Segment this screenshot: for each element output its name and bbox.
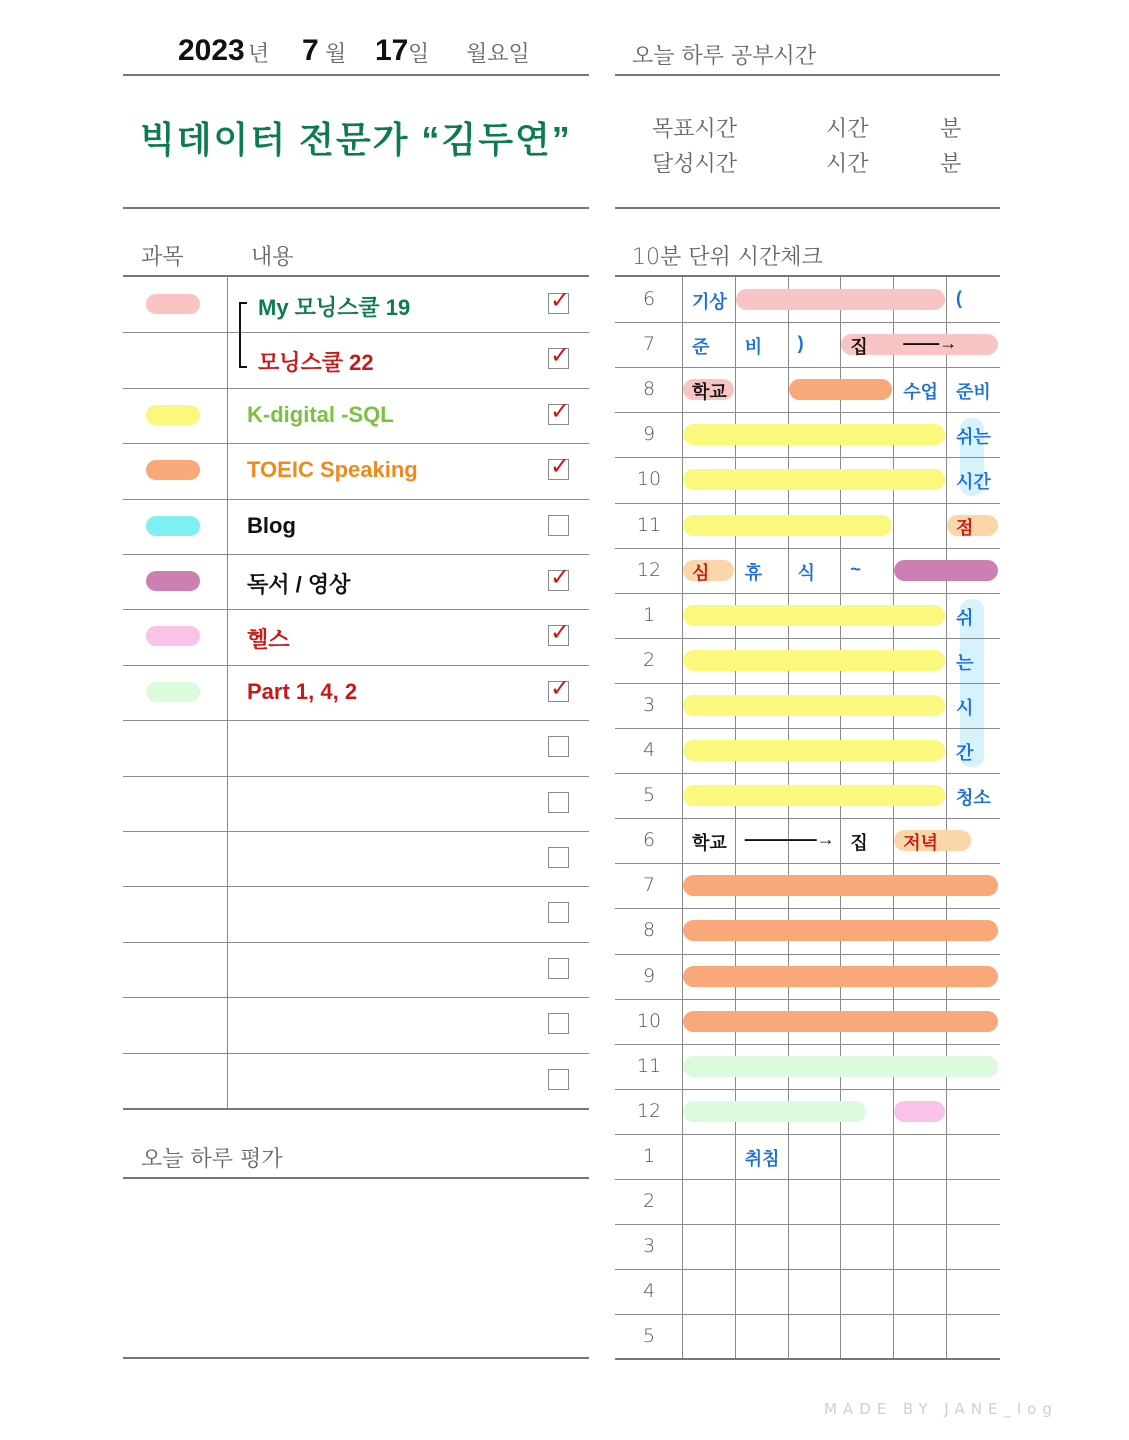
time-note: 식 (797, 562, 815, 583)
time-block (683, 966, 998, 987)
time-block (683, 650, 945, 671)
time-block (683, 605, 945, 626)
hour-label: 11 (636, 1054, 662, 1077)
hour-row-divider (615, 683, 1000, 684)
time-block (894, 1101, 945, 1122)
time-block (683, 740, 945, 761)
subject-color-marker (146, 294, 200, 314)
todo-row-divider (123, 886, 589, 887)
todo-checkbox[interactable] (548, 341, 571, 370)
todo-row-divider (123, 776, 589, 777)
time-note: 휴 (744, 562, 763, 583)
time-note: 집 (850, 833, 868, 854)
todo-row-divider (123, 388, 589, 389)
subject-column-header: 과목 (141, 245, 184, 270)
achieved-minute-unit: 분 (940, 152, 962, 177)
subject-color-marker (146, 571, 200, 591)
hour-row-divider (615, 457, 1000, 458)
evaluation-bottom-divider (123, 1357, 589, 1359)
time-block (683, 469, 945, 490)
hour-row-divider (615, 1179, 1000, 1180)
todo-item-text[interactable]: 모닝스쿨 22 (258, 350, 374, 376)
todo-checkbox[interactable] (548, 563, 571, 591)
hour-row-divider (615, 1224, 1000, 1225)
goal-divider (615, 207, 1000, 209)
time-note: 쉬 (956, 607, 974, 628)
todo-column-divider (227, 276, 228, 1109)
time-note: 쉬는 (956, 427, 991, 448)
checkmark-icon: ✓ (550, 286, 571, 314)
hour-label: 10 (636, 468, 662, 491)
time-block (894, 560, 998, 581)
hour-row-divider (615, 954, 1000, 955)
time-block (683, 920, 998, 941)
todo-checkbox[interactable] (548, 515, 569, 536)
time-note: 시간 (956, 472, 991, 493)
header-divider-left (123, 74, 589, 76)
subject-color-marker (146, 405, 200, 425)
hour-label: 5 (642, 1325, 656, 1348)
todo-item-text[interactable]: K-digital -SQL (247, 401, 394, 427)
time-note: 청소 (956, 788, 991, 809)
content-column-header: 내용 (251, 245, 294, 270)
hour-row-divider (615, 773, 1000, 774)
time-block (683, 1101, 866, 1122)
hour-label: 6 (642, 288, 656, 310)
subject-color-marker (146, 626, 200, 646)
target-time-label: 목표시간 (652, 117, 738, 142)
date-weekday: 월요일 (466, 42, 530, 67)
time-block (683, 424, 945, 445)
hour-label: 2 (642, 1190, 656, 1212)
hour-row-divider (615, 1134, 1000, 1135)
hour-row-divider (615, 367, 1000, 368)
time-note: 학교 (692, 833, 727, 854)
date-year-unit: 년 (248, 42, 270, 67)
todo-item-text[interactable]: 헬스 (247, 627, 290, 653)
hour-row-divider (615, 863, 1000, 864)
bracket-mark (239, 302, 247, 368)
header-divider-right (615, 74, 1000, 76)
time-note: 기상 (692, 292, 727, 312)
hour-label: 8 (642, 378, 656, 401)
hour-row-divider (615, 638, 1000, 639)
hour-row-divider (615, 999, 1000, 1000)
checkmark-icon: ✓ (550, 563, 571, 591)
timecheck-title: 10분 단위 시간체크 (632, 245, 823, 270)
time-block (683, 695, 945, 716)
hour-label: 3 (642, 1235, 656, 1258)
time-note: ————→ (744, 829, 835, 850)
time-block (683, 1011, 998, 1032)
hour-label: 12 (636, 1099, 662, 1122)
time-note: ) (797, 333, 804, 354)
hour-row-divider (615, 908, 1000, 909)
todo-row-divider (123, 997, 589, 998)
time-note: 시 (956, 697, 974, 718)
hour-label: 7 (642, 333, 656, 356)
hour-row-divider (615, 503, 1000, 504)
hour-label: 10 (636, 1009, 662, 1032)
target-minute-unit: 분 (940, 117, 962, 142)
hour-label: 1 (642, 603, 656, 626)
todo-checkbox[interactable] (548, 286, 571, 314)
todo-row-divider (123, 1053, 589, 1054)
todo-row-divider (123, 720, 589, 721)
time-note: 준 (692, 337, 710, 358)
todo-checkbox[interactable] (548, 736, 569, 757)
achieved-time-label: 달성시간 (652, 152, 738, 177)
time-block (683, 785, 945, 806)
todo-item-text[interactable]: My 모닝스쿨 19 (258, 295, 411, 320)
todo-item-text[interactable]: Part 1, 4, 2 (247, 678, 358, 704)
subject-color-marker (146, 682, 200, 702)
time-block (683, 515, 892, 536)
todo-checkbox[interactable] (548, 396, 571, 425)
hour-label: 4 (642, 1280, 656, 1303)
hour-label: 7 (642, 874, 656, 897)
study-time-title: 오늘 하루 공부시간 (632, 44, 817, 69)
time-note: 심 (692, 562, 710, 583)
hour-label: 11 (636, 513, 662, 536)
todo-checkbox[interactable] (548, 673, 571, 702)
todo-row-divider (123, 609, 589, 610)
subject-color-marker (146, 516, 200, 536)
todo-bottom-divider (123, 1108, 589, 1110)
todo-checkbox[interactable] (548, 847, 569, 868)
time-note: 저녁 (903, 833, 938, 854)
time-note: 간 (956, 743, 974, 763)
todo-row-divider (123, 831, 589, 832)
hour-label: 5 (642, 784, 656, 807)
todo-row-divider (123, 554, 589, 555)
hour-row-divider (615, 322, 1000, 323)
time-note: ~ (850, 558, 861, 579)
time-note: 비 (744, 337, 763, 358)
hour-row-divider (615, 1269, 1000, 1270)
time-note: 집 (850, 337, 868, 358)
hour-label: 6 (642, 829, 656, 852)
date-month-unit: 월 (325, 42, 347, 67)
todo-row-divider (123, 499, 589, 500)
todo-item-text[interactable]: Blog (247, 512, 296, 538)
time-block (683, 1056, 998, 1077)
time-block (683, 875, 998, 896)
subject-color-marker (146, 460, 200, 480)
todo-row-divider (123, 443, 589, 444)
hour-label: 9 (642, 964, 656, 987)
time-note: 수업 (903, 382, 938, 403)
time-note: 점 (956, 517, 974, 538)
evaluation-divider (123, 1177, 589, 1179)
date-day-unit: 일 (408, 42, 430, 67)
todo-header-divider (123, 275, 589, 277)
time-note: 준비 (956, 382, 991, 403)
date-day: 17 (375, 34, 409, 67)
checkmark-icon: ✓ (550, 396, 571, 425)
time-note: 학교 (692, 382, 727, 403)
hour-row-divider (615, 1089, 1000, 1090)
checkmark-icon: ✓ (550, 673, 571, 702)
hour-row-divider (615, 1314, 1000, 1315)
hour-label: 8 (642, 919, 656, 942)
motto-divider (123, 207, 589, 209)
todo-checkbox[interactable] (548, 1013, 569, 1034)
timecheck-header-divider (615, 275, 1000, 277)
date-year: 2023 (178, 34, 245, 67)
todo-checkbox[interactable] (548, 452, 571, 481)
time-block (789, 379, 893, 400)
date-month: 7 (302, 34, 319, 67)
hour-label: 4 (642, 739, 656, 761)
checkmark-icon: ✓ (550, 341, 571, 370)
footer-credit: MADE BY JANE_log (824, 1400, 1058, 1418)
time-note: 취침 (744, 1148, 780, 1169)
motto: 빅데이터 전문가 “김두연” (140, 119, 572, 160)
todo-checkbox[interactable] (548, 618, 571, 647)
todo-checkbox[interactable] (548, 792, 569, 813)
time-note: ( (956, 288, 962, 308)
checkmark-icon: ✓ (550, 618, 571, 647)
timecheck-bottom-divider (615, 1358, 1000, 1360)
todo-checkbox[interactable] (548, 902, 569, 923)
todo-checkbox[interactable] (548, 958, 569, 979)
todo-item-text[interactable]: 독서 / 영상 (247, 572, 351, 597)
todo-row-divider (123, 942, 589, 943)
achieved-hour-unit: 시간 (826, 152, 869, 177)
target-hour-unit: 시간 (826, 117, 869, 142)
hour-row-divider (615, 548, 1000, 549)
todo-row-divider (123, 665, 589, 666)
hour-label: 9 (642, 423, 656, 446)
hour-row-divider (615, 1044, 1000, 1045)
todo-row-divider (123, 332, 589, 333)
time-block (736, 289, 945, 310)
hour-label: 1 (642, 1144, 656, 1167)
hour-label: 2 (642, 648, 656, 671)
hour-row-divider (615, 412, 1000, 413)
evaluation-area[interactable] (123, 1180, 589, 1356)
hour-label: 3 (642, 693, 656, 716)
todo-checkbox[interactable] (548, 1069, 569, 1090)
checkmark-icon: ✓ (550, 452, 571, 481)
time-note: 는 (956, 652, 974, 673)
hour-label: 12 (636, 558, 662, 581)
time-note: ——→ (903, 333, 958, 354)
hour-row-divider (615, 728, 1000, 729)
evaluation-title: 오늘 하루 평가 (141, 1147, 283, 1172)
hour-row-divider (615, 818, 1000, 819)
todo-item-text[interactable]: TOEIC Speaking (247, 457, 418, 483)
hour-row-divider (615, 593, 1000, 594)
